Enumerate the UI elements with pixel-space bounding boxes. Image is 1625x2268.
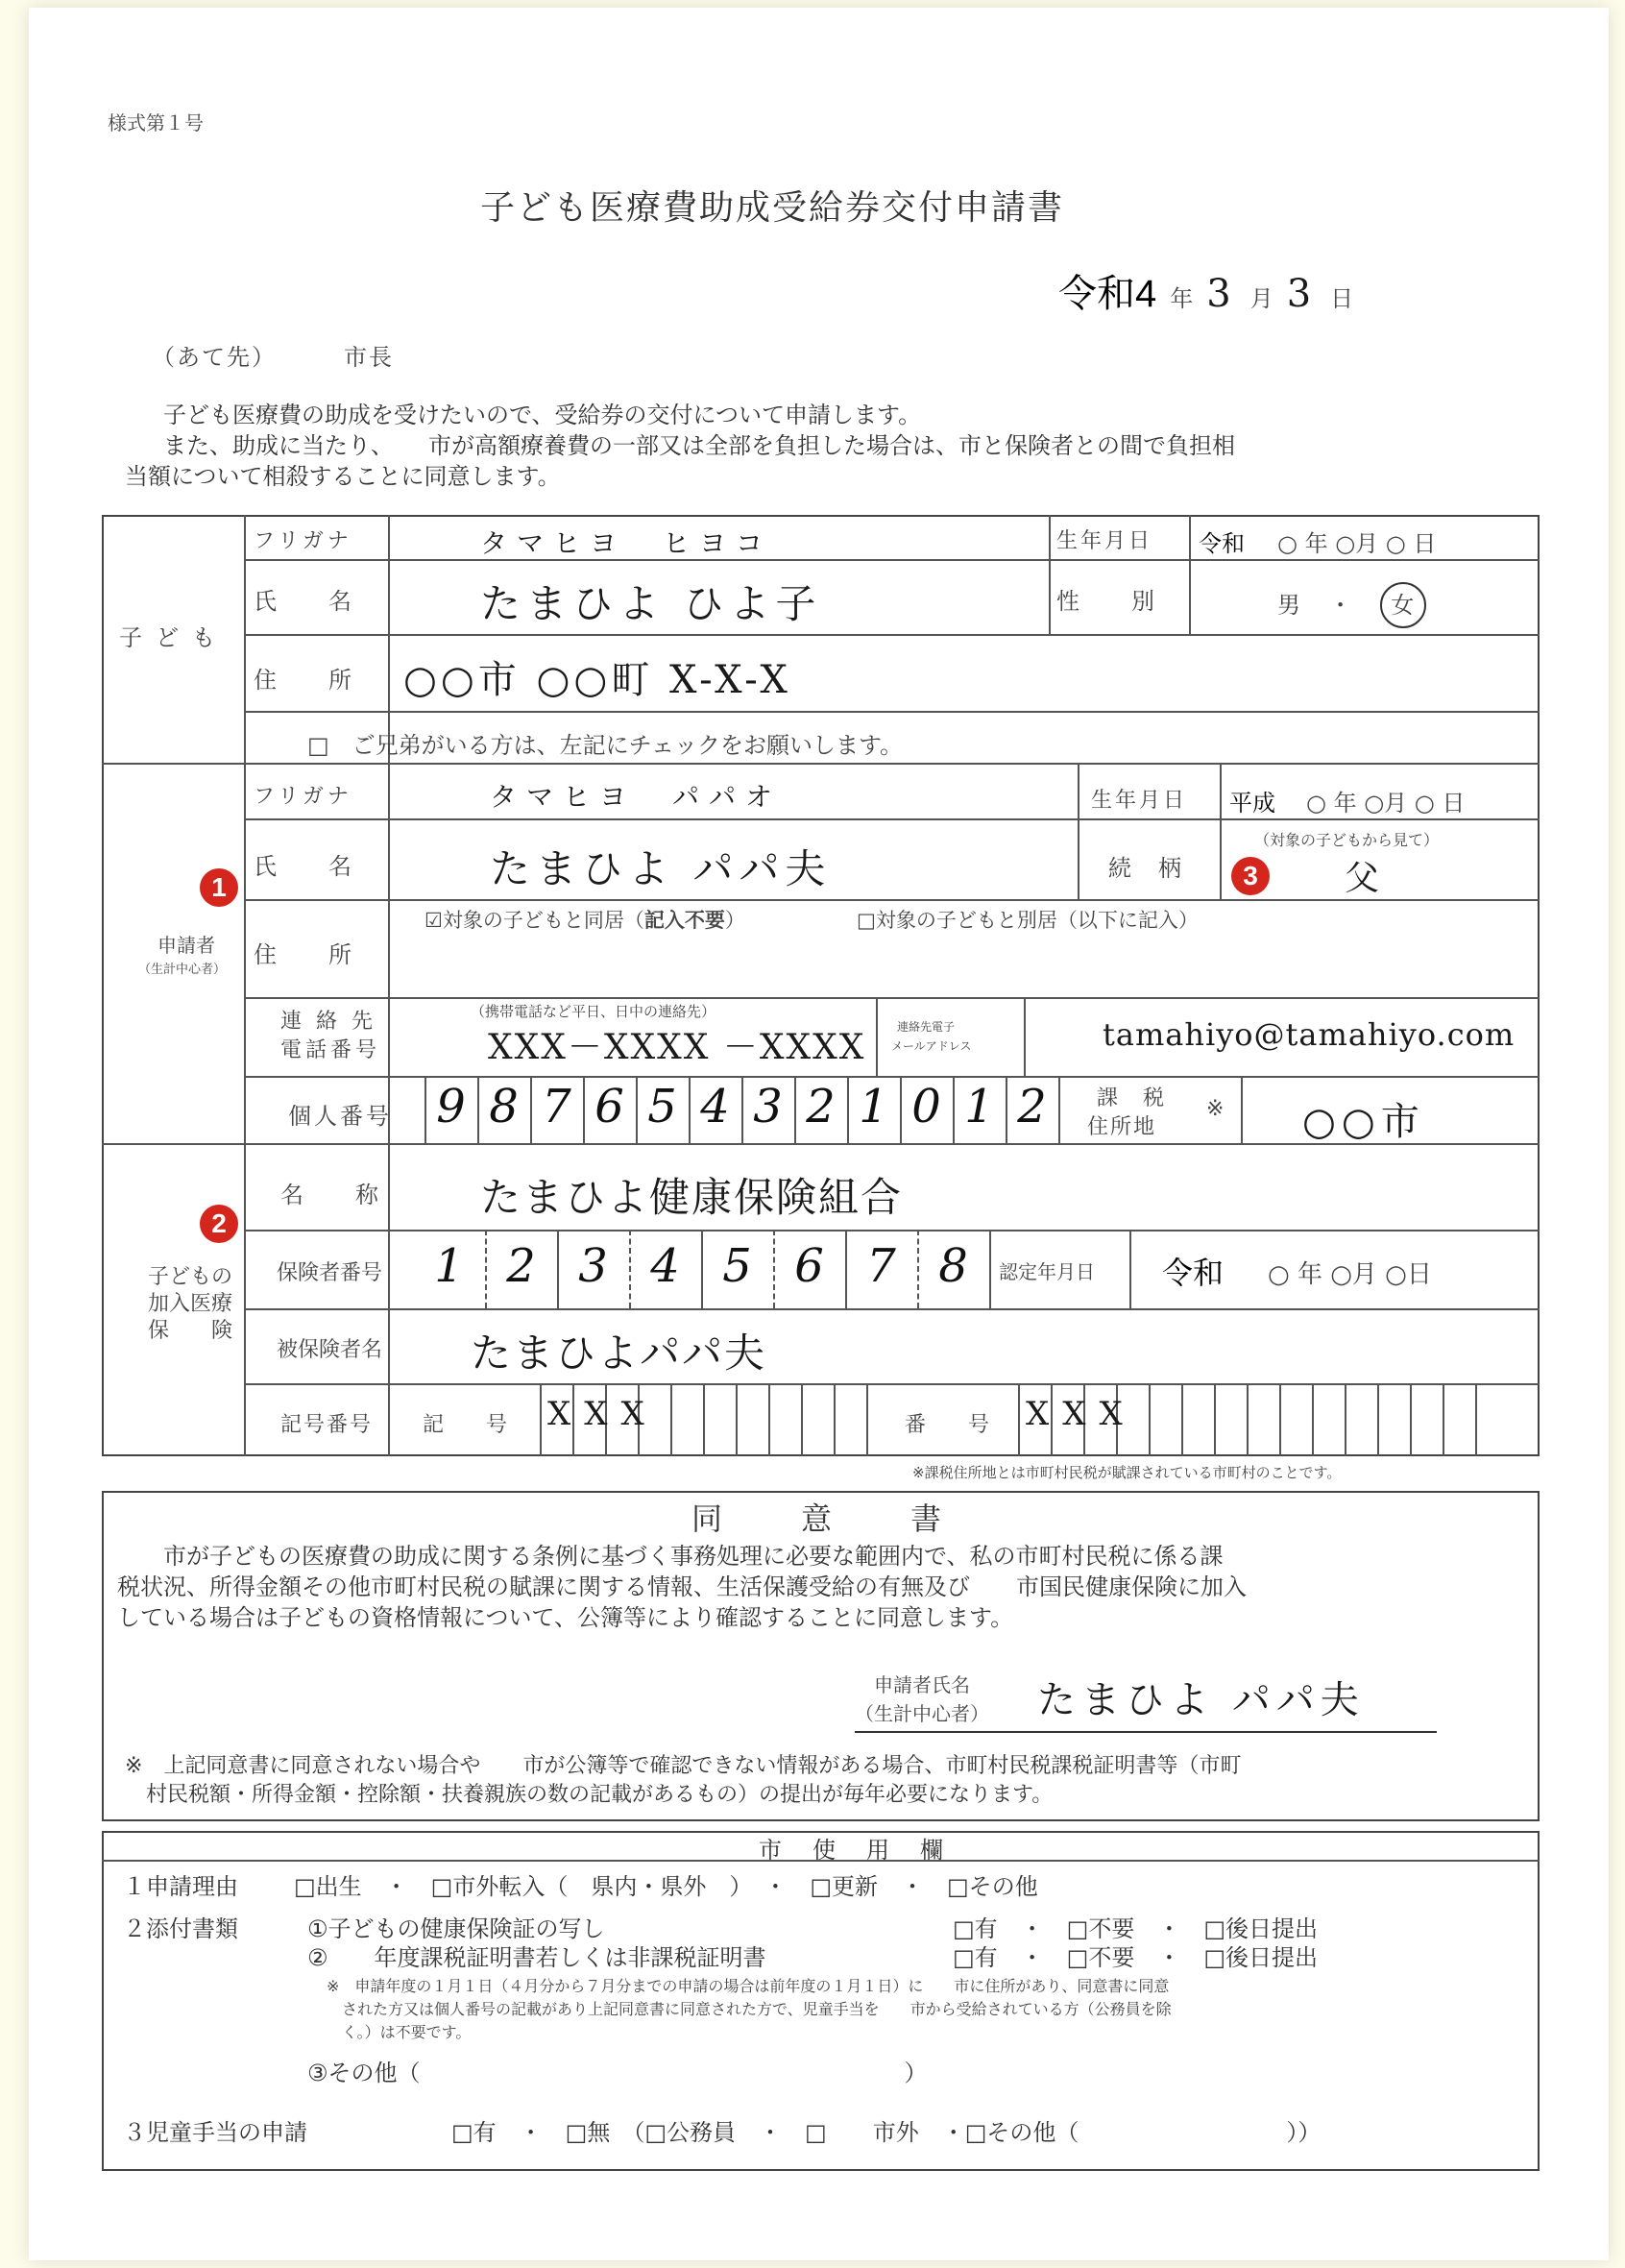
child-sex: 男 ・ 女 (1277, 582, 1426, 628)
date-era: 令和4 (1058, 273, 1157, 315)
my-number-digit: 7 (542, 1080, 571, 1134)
my-number-digit: 1 (964, 1080, 994, 1134)
my-number-digit: 6 (594, 1080, 624, 1134)
insurer-digit: 8 (938, 1239, 968, 1293)
sex-female-circled: 女 (1380, 582, 1426, 628)
insurer-digit: 5 (722, 1239, 752, 1293)
insurer-digit: 1 (434, 1239, 464, 1293)
applicant-phone: XXX－XXXX －XXXX (488, 1028, 866, 1067)
consent-note: ※ 上記同意書に同意されない場合や 市が公簿等で確認できない情報がある場合、市町村民税課税証明書等（市町 村民税額・所得金額・控除額・扶養親族の数の記載があるもの）の提出が毎年必要になります。 (125, 1754, 1242, 1807)
my-number-digit: 5 (647, 1080, 677, 1134)
cert-date: ○ 年 ○月 ○日 (1268, 1260, 1432, 1289)
insurance-badge: 2 (200, 1205, 238, 1243)
consent-title: 同 意 書 (691, 1500, 948, 1537)
main-table (102, 515, 1540, 1456)
insurance-name: たまひよ健康保険組合 (480, 1174, 904, 1221)
my-number-digit: 8 (489, 1080, 519, 1134)
child-allowance-options[interactable]: □有 ・ □無 （□公務員 ・ □ 市外 ・□その他（ ）） (451, 2119, 1322, 2146)
applicant-relation: 父 (1345, 859, 1386, 898)
intro-text: 子ども医療費の助成を受けたいので、受給券の交付について申請します。 また、助成に当たり、 市が高額療養費の一部又は全部を負担した場合は、市と保険者との間で負担相 当額について相殺することに同意します。 (125, 402, 1235, 490)
addressee: （あて先） 市長 (152, 344, 394, 371)
application-date: 令和4 年 3 月 3 日 (1058, 263, 1353, 318)
child-section-label: 子ども (119, 624, 229, 651)
child-furigana: タマヒヨ ヒヨコ (480, 527, 773, 559)
date-day: 3 (1286, 272, 1318, 316)
kigo-values: XXX (547, 1395, 658, 1433)
address-option-separate[interactable]: □対象の子どもと別居（以下に記入） (857, 909, 1199, 932)
insured-name: たまひよパパ夫 (471, 1329, 767, 1377)
relation-badge: 3 (1231, 857, 1270, 895)
applicant-email: tamahiyo@tamahiyo.com (1103, 1016, 1516, 1053)
child-address: ○○市 ○○町 X-X-X (403, 658, 791, 702)
office-use-title: 市 使 用 欄 (759, 1837, 947, 1864)
address-option-same[interactable]: ☑対象の子どもと同居（記入不要） (424, 909, 745, 932)
child-name: たまひよ ひよ子 (480, 580, 822, 627)
attach-2-options[interactable]: □有 ・ □不要 ・ □後日提出 (953, 1944, 1319, 1971)
child-dob-era: 令和 (1199, 531, 1245, 557)
my-number-digit: 3 (753, 1080, 783, 1134)
applicant-dob-era: 平成 (1229, 791, 1275, 817)
applicant-dob: ○ 年 ○月 ○ 日 (1306, 790, 1466, 817)
insurer-digit: 6 (794, 1239, 824, 1293)
applicant-badge: 1 (200, 868, 238, 907)
date-month: 3 (1206, 272, 1237, 316)
page-title: 子ども医療費助成受給券交付申請書 (480, 188, 1065, 228)
form-sheet: 様式第１号 子ども医療費助成受給券交付申請書 令和4 年 3 月 3 日 （あて先） 市長 子ども医療費の助成を受けたいので、受給券の交付について申請します。 また、助成に当たり、 市が高額療養費の一部又は全部を負担した場合は、市と保険者との間で負担相 当額について相殺することに同意します。 子ども フリガナ タマヒヨ ヒヨコ 生年月日 令和 ○ 年 ○月 ○ 日 氏 名 たまひよ ひよ子 性 別 男 ・ 女 住 所 ○○市 ○○町 X-X-X □ ご兄弟がいる方は、左記にチェックをお願いします。 1 申請者 （生計中心者） フリガナ タマヒヨ パパオ 生年月日 平成 ○ 年 ○月 ○ 日 氏 名 たまひよ パパ夫 続 柄 （対象の子どもから見て） 3 父 住 所 ☑対象の子どもと同居（記入不要） □対象の子どもと別居（以下に記入） 連 絡 先 電話番号 （携帯電話など平日、日中の連絡先） XXX－XXXX －XXXX 連絡先電子 メールアドレス tamahiyo@tamahiyo.com 個人番号 9 8 7 6 5 4 3 2 1 0 1 2 課 税 住所地 ※ ○○市 2 子どもの 加入医療 保 険 名 称 たまひよ健康保険組合 保険者番号 1 2 3 4 5 6 7 8 認定年月日 令和 ○ 年 ○月 ○日 被保険者名 たまひよパパ夫 記号番号 記 号 番 号 XXX XXX ※課税住所地とは市町村民税が賦課されている市町村のことです。 同 意 書 市が子どもの医療費の助成に関する条例に基づく事務処理に必要な範囲内で、私の市町村民税に係る課 税状況、所得金額その他市町村民税の賦課に関する情報、生活保護受給の有無及び 市国民健康保険に加入 している場合は子どもの資格情報について、公簿等により確認することに同意します。 申請者氏名 （生計中心者） たまひよ パパ夫 ※ 上記同意書に同意されない場合や 市が公簿等で確認できない情報がある場合、市町村民税課税証明書等（市町 村民税額・所得金額・控除額・扶養親族の数の記載があるもの）の提出が毎年必要になります。 市 使 用 欄 １申請理由 □出生 ・ □市外転入（ 県内・県外 ） ・ □更新 ・ □その他 ２添付書類 ①子どもの健康保険証の写し □有 ・ □不要 ・ □後日提出 ② 年度課税証明書若しくは非課税証明書 □有 ・ □不要 ・ □後日提出 ※ 申請年度の１月１日（４月分から７月分までの申請の場合は前年度の１月１日）に 市に住所があり、同意書に同意 された方又は個人番号の記載があり上記同意書に同意された方で、児童手当を 市から受給されている方（公務員を除 く。）は不要です。 ③その他（ ） ３児童手当の申請 □有 ・ □無 （□公務員 ・ □ 市外 ・□その他（ ）） (29, 8, 1609, 2260)
child-dob: ○ 年 ○月 ○ 日 (1277, 530, 1437, 557)
my-number-digit: 2 (806, 1080, 836, 1134)
cert-era: 令和 (1162, 1256, 1225, 1290)
tax-footnote: ※課税住所地とは市町村民税が賦課されている市町村のことです。 (912, 1464, 1342, 1481)
attach-note: ※ 申請年度の１月１日（４月分から７月分までの申請の場合は前年度の１月１日）に 市に住所があり、同意書に同意 された方又は個人番号の記載があり上記同意書に同意された方で、児童手当を 市から受給されている方（公務員を除 く。）は不要です。 (327, 1977, 1172, 2041)
form-number: 様式第１号 (108, 111, 204, 134)
my-number-digit: 0 (911, 1080, 941, 1134)
insurer-digit: 3 (578, 1239, 608, 1293)
tax-city: ○○市 (1302, 1100, 1425, 1144)
consent-text: 市が子どもの医療費の助成に関する条例に基づく事務処理に必要な範囲内で、私の市町村民税に係る課 税状況、所得金額その他市町村民税の賦課に関する情報、生活保護受給の有無及び 市国民健康保険に加入 している場合は子どもの資格情報について、公簿等により確認することに同意します。 (117, 1543, 1247, 1631)
sibling-checkbox-note[interactable]: □ ご兄弟がいる方は、左記にチェックをお願いします。 (307, 732, 904, 759)
my-number-digit: 2 (1017, 1080, 1047, 1134)
reason-options[interactable]: □出生 ・ □市外転入（ 県内・県外 ） ・ □更新 ・ □その他 (294, 1873, 1038, 1900)
insurer-digit: 4 (650, 1239, 680, 1293)
applicant-furigana: タマヒヨ パパオ (490, 781, 783, 813)
consent-signer: たまひよ パパ夫 (1037, 1678, 1365, 1722)
insurer-digit: 2 (506, 1239, 536, 1293)
insurer-digit: 7 (866, 1239, 896, 1293)
my-number-digit: 1 (859, 1080, 888, 1134)
attach-1-options[interactable]: □有 ・ □不要 ・ □後日提出 (953, 1915, 1319, 1942)
applicant-name: たまひよ パパ夫 (490, 845, 832, 892)
my-number-digit: 9 (436, 1080, 466, 1134)
my-number-digit: 4 (700, 1080, 730, 1134)
bango-values: XXX (1026, 1395, 1136, 1433)
